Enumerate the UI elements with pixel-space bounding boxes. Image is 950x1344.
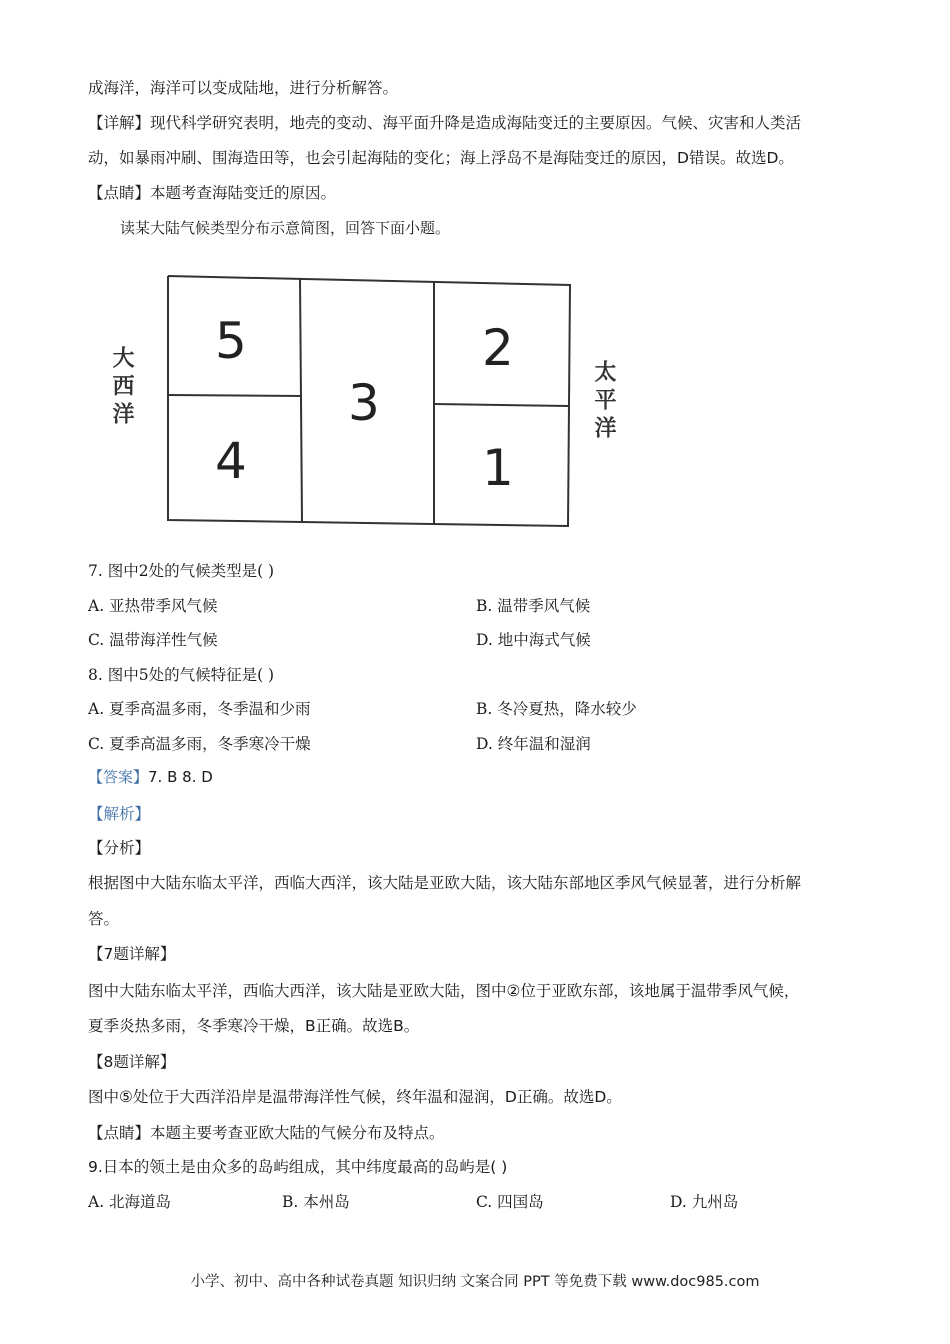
text-line: 夏季炎热多雨，冬季寒冷干燥，B正确。故选B。 [88, 1017, 420, 1035]
fenxi-tag: 【分析】 [88, 839, 151, 857]
question-8-stem: 8. 图中5处的气候特征是( ) [88, 666, 275, 684]
text-line: 图中⑤处位于大西洋沿岸是温带海洋性气候，终年温和湿润，D正确。故选D。 [88, 1088, 622, 1106]
comment-tag: 【点睛】 [88, 1124, 151, 1142]
text-line: 成海洋，海洋可以变成陆地，进行分析解答。 [88, 79, 399, 97]
page-footer: 小学、初中、高中各种试卷真题 知识归纳 文案合同 PPT 等免费下载 www.doc985.com [190, 1274, 760, 1290]
climate-map-figure [100, 268, 660, 538]
q9-option-c: C. 四国岛 [476, 1193, 544, 1211]
region-2-label: 2 [482, 319, 514, 377]
atlantic-ocean-label: 大西洋 [109, 346, 134, 430]
answer-line [88, 767, 213, 787]
region-1-label: 1 [482, 439, 514, 497]
text-line: 图中大陆东临太平洋，西临大西洋，该大陆是亚欧大陆，图中②位于亚欧东部，该地属于温带季风气候， [88, 982, 800, 1000]
answer-value: 7. B 8. D [148, 768, 213, 786]
q7-option-d: D. 地中海式气候 [476, 631, 591, 649]
question-7-stem: 7. 图中2处的气候类型是( ) [88, 562, 275, 580]
region-5-label: 5 [215, 312, 247, 370]
question-intro: 读某大陆气候类型分布示意简图，回答下面小题。 [120, 219, 451, 237]
analysis-heading: 【解析】 [88, 805, 151, 823]
q9-option-d: D. 九州岛 [670, 1193, 739, 1211]
q9-option-b: B. 本州岛 [282, 1193, 350, 1211]
q7-detail-heading: 【7题详解】 [88, 945, 176, 963]
q7-option-c: C. 温带海洋性气候 [88, 631, 218, 649]
region-4-label: 4 [215, 432, 247, 490]
question-9-stem: 9.日本的领土是由众多的岛屿组成，其中纬度最高的岛屿是( ) [88, 1158, 508, 1176]
q8-detail-heading: 【8题详解】 [88, 1053, 176, 1071]
comment-tag: 【点睛】 [88, 184, 151, 202]
region-3-label: 3 [348, 374, 380, 432]
text-line: 答。 [88, 910, 120, 928]
q8-option-d: D. 终年温和湿润 [476, 735, 591, 753]
climate-map-grid [100, 268, 660, 538]
q7-option-b: B. 温带季风气候 [476, 597, 591, 615]
comment-paragraph: 【点睛】本题主要考查亚欧大陆的气候分布及特点。 [88, 1124, 445, 1142]
q9-option-a: A. 北海道岛 [88, 1193, 172, 1211]
pacific-ocean-label: 太平洋 [591, 360, 616, 444]
comment-paragraph: 【点睛】本题考查海陆变迁的原因。 [88, 184, 337, 202]
q7-option-a: A. 亚热带季风气候 [88, 597, 218, 615]
answer-tag: 【答案】 [88, 768, 149, 786]
detail-tag: 【详解】 [88, 114, 151, 132]
q8-option-c: C. 夏季高温多雨，冬季寒冷干燥 [88, 735, 311, 753]
q8-option-a: A. 夏季高温多雨，冬季温和少雨 [88, 700, 311, 718]
text-line: 根据图中大陆东临太平洋，西临大西洋，该大陆是亚欧大陆，该大陆东部地区季风气候显著，进行分析解 [88, 874, 802, 892]
text-line: 动，如暴雨冲刷、围海造田等，也会引起海陆的变化；海上浮岛不是海陆变迁的原因，D错误。故选D。 [88, 149, 794, 167]
q8-option-b: B. 冬冷夏热，降水较少 [476, 700, 637, 718]
detail-paragraph: 【详解】现代科学研究表明，地壳的变动、海平面升降是造成海陆变迁的主要原因。气候、灾害和人类活 [88, 114, 802, 132]
